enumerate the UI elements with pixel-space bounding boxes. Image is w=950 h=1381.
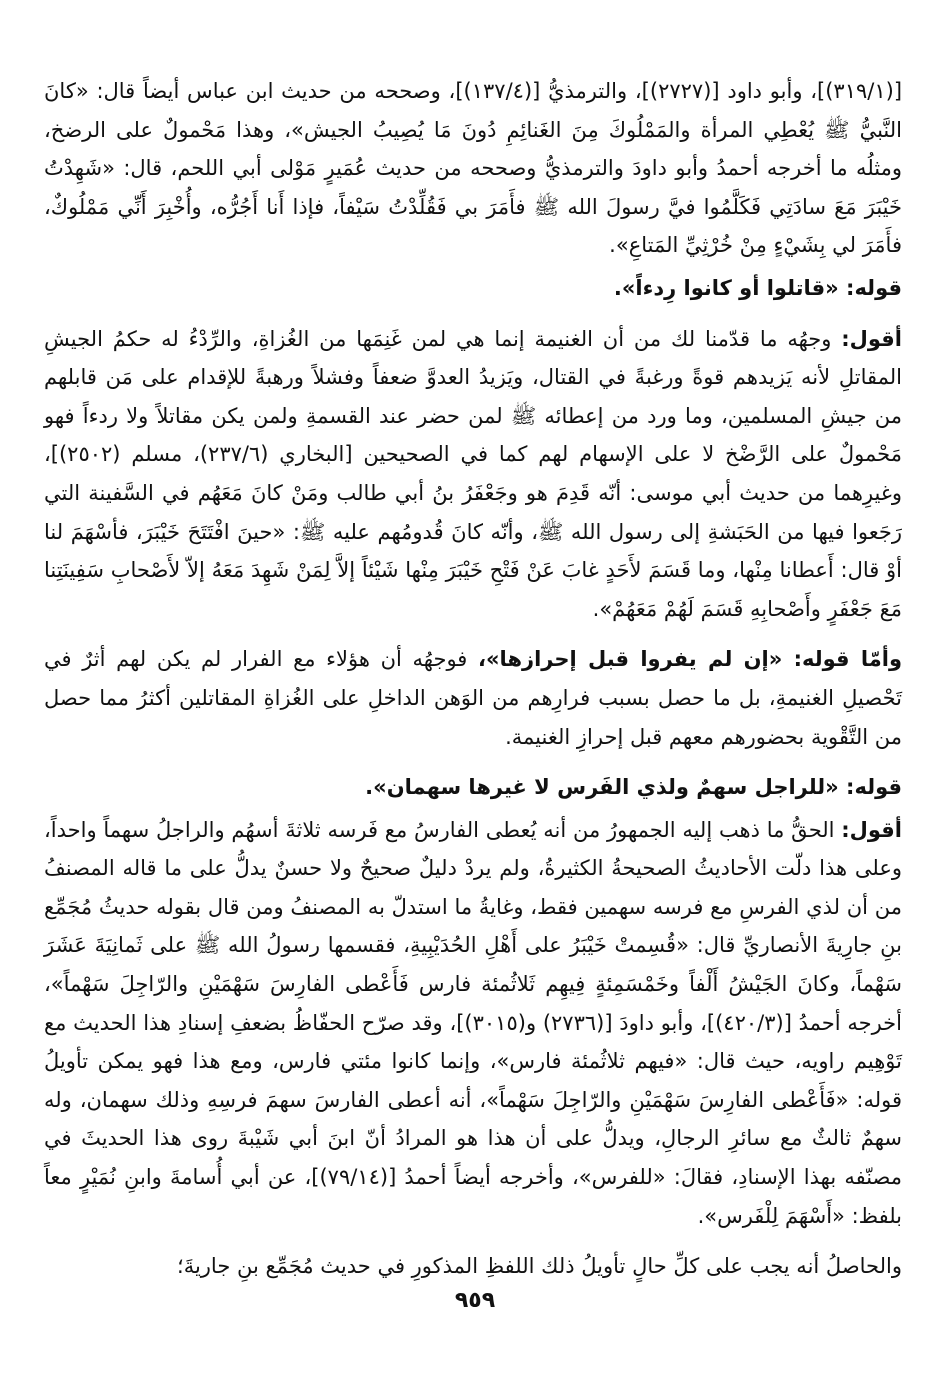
paragraph-3-text: وجهُه ما قدّمنا لك من أن الغنيمة إنما هي لمن غَنِمَها من الغُزاةِ، والرِّدْءُ له حكمُ الجيشِ المقاتلِ لأنه يَزيدهم قوةً ورغبةً في القتال، ويَزيدُ العدوَّ ضعفاً وفشلاً ورهبةً للإقدام على مَن قابلهم من جيشِ المسلمين، وما ورد من إعطائه ﷺ لمن حضر عند القسمةِ ولمن يكن مقاتلاً ولا ردءاً فهو مَحْمولٌ على الرَّضْخ لا على الإسهام لهم كما في الصحيحين [البخاري (٢٣٧/٦)، مسلم (٢٥٠٢)]، وغيرِهما من حديث أبي موسى: أنّه قَدِمَ هو وجَعْفَرُ بنُ أبي طالب ومَنْ كانَ مَعَهُم في السَّفينة التي رَجَعوا فيها من الحَبَشةِ إلى رسول الله ﷺ، وأنّه كانَ قُدومُهم عليه ﷺ: «حينَ افْتَتَحَ خَيْبَرَ، فأسْهَمَ لنا أوْ قال: أَعطانا مِنْها، وما قَسَمَ لأَحَدٍ غابَ عَنْ فَتْحِ خَيْبَرَ مِنْها شَيْئاً إلاَّ لِمَنْ شَهِدَ مَعَهُ إلاّ لأَصْحابِ سَفِينَتِنا مَعَ جَعْفَرٍ وأَصْحابِهِ قَسَمَ لَهُمْ مَعَهُمْ».: [44, 326, 902, 621]
paragraph-7-text: والحاصلُ أنه يجب على كلِّ حالٍ تأويلُ ذلك اللفظِ المذكورِ في حديث مُجَمِّع بنِ جاريةَ؛: [177, 1254, 902, 1279]
paragraph-6-text: الحقُّ ما ذهب إليه الجمهورُ من أنه يُعطى الفارسُ مع فَرسه ثلاثةَ أسهُم والراجلُ سهماً واحداً، وعلى هذا دلّت الأحاديثُ الصحيحةُ الكثيرةُ، ولم يردْ دليلٌ صحيحٌ ولا حسنٌ يدلُّ على ما قاله المصنفُ من أن لذي الفرسِ مع فرسه سهمين فقط، وغايةُ ما استدلّ به المصنفُ ومن قال بقوله حديثُ مُجَمِّع بنِ جارِيةَ الأنصاريِّ قال: «قُسِمتْ خَيْبَرُ على أَهْلِ الحُدَيْبِيةِ، فقسمها رسولُ الله ﷺ على ثَمانِيَةَ عَشَرَ سَهْماً، وكانَ الجَيْشُ أَلْفاً وخَمْسَمِئةٍ فِيهِم ثَلاثُمئة فارس فَأَعْطى الفارِسَ سَهْمَيْنِ والرّاجِلَ سَهْماً»، أخرجه أحمدُ [(٤٢٠/٣)]، وأبو داودَ [(٢٧٣٦) و(٣٠١٥)]، وقد صرّح الحفّاظُ بضعفِ إسنادِ هذا الحديث مع تَوْهِيم راويه، حيث قال: «فيهم ثلاثُمئة فارس»، وإنما كانوا مئتي فارس، ومع هذا فهو يمكن تأويلُ قوله: «فَأَعْطى الفارِسَ سَهْمَيْنِ والرّاجِلَ سَهْماً»، أنه أعطى الفارسَ سهمَ فرسِهِ وذلك سهمان، وله سهمٌ ثالثٌ مع سائرِ الرجالِ، ويدلُّ على أن هذا هو المرادُ أنّ ابنَ أبي شَيْبةَ روى هذا الحديثَ في مصنّفه بهذا الإسنادِ، فقالَ: «للفرس»، وأخرجه أيضاً أحمدُ [(٧٩/١٤)]، عن أبي أُسامةَ وابنِ نُمَيْرٍ معاً بلفظ: «أَسْهَمَ لِلْفَرس».: [44, 817, 903, 1228]
paragraph-1-text: [(٣١٩/١)]، وأبو داود [(٢٧٢٧)]، والترمذيُّ [(١٣٧/٤)]، وصححه من حديث ابن عباس أيضاً قال: «كانَ النَّبيُّ ﷺ يُعْطِي المرأة والمَمْلُوكَ مِنَ الغَنائِمِ دُونَ مَا يُصِيبُ الجيش»، وهذا مَحْمولٌ على الرضخ، ومثلُه ما أخرجه أحمدُ وأبو داودَ والترمذيُّ وصححه من حديث عُمَيرٍ مَوْلى أبي اللحم، قال: «شَهِدْتُ خَيْبَرَ مَعَ سادَتِي فَكَلَّمُوا فيَّ رسولَ الله ﷺ فأَمَرَ بي فَقُلِّدْتُ سَيْفاً، فإذا أَنا أَجُرُّه، وأُخْبِرَ أَنِّي مَمْلُوكٌ، فأَمَرَ لي بِشَيْءٍ مِنْ خُرْثِيِّ المَتاعِ».: [44, 79, 903, 258]
paragraph-4: [44, 640, 902, 756]
paragraph-1: [44, 72, 902, 265]
paragraph-3-lead: أقول:: [841, 326, 902, 351]
paragraph-5-heading: قوله: «للراجل سهمٌ ولذي الفَرس لا غيرها سهمان».: [365, 775, 902, 800]
page-body: [44, 72, 902, 1286]
paragraph-2-heading: قوله: «قاتلوا أو كانوا رِدءاً».: [613, 275, 902, 300]
paragraph-7: [44, 1247, 902, 1286]
paragraph-4-lead: وأمّا قوله: «إن لم يفروا قبل إحرازها»،: [478, 647, 902, 672]
paragraph-4-text: فوجهُه أن هؤلاء مع الفرار لم يكن لهم أثرٌ في تَحْصيلِ الغنيمةِ، بل ما حصل بسبب فرارِهم من الوَهن الداخلِ على الغُزاةِ المقاتلين أكثرُ مما حصل من التَّقْوية بحضورهم معهم قبل إحرازِ الغنيمة.: [44, 647, 902, 749]
paragraph-5: [44, 768, 902, 807]
paragraph-6: [44, 811, 902, 1236]
paragraph-6-lead: أقول:: [841, 817, 902, 842]
paragraph-2: [44, 269, 902, 308]
page-number: ٩٥٩: [454, 1288, 496, 1313]
paragraph-3: [44, 320, 902, 629]
